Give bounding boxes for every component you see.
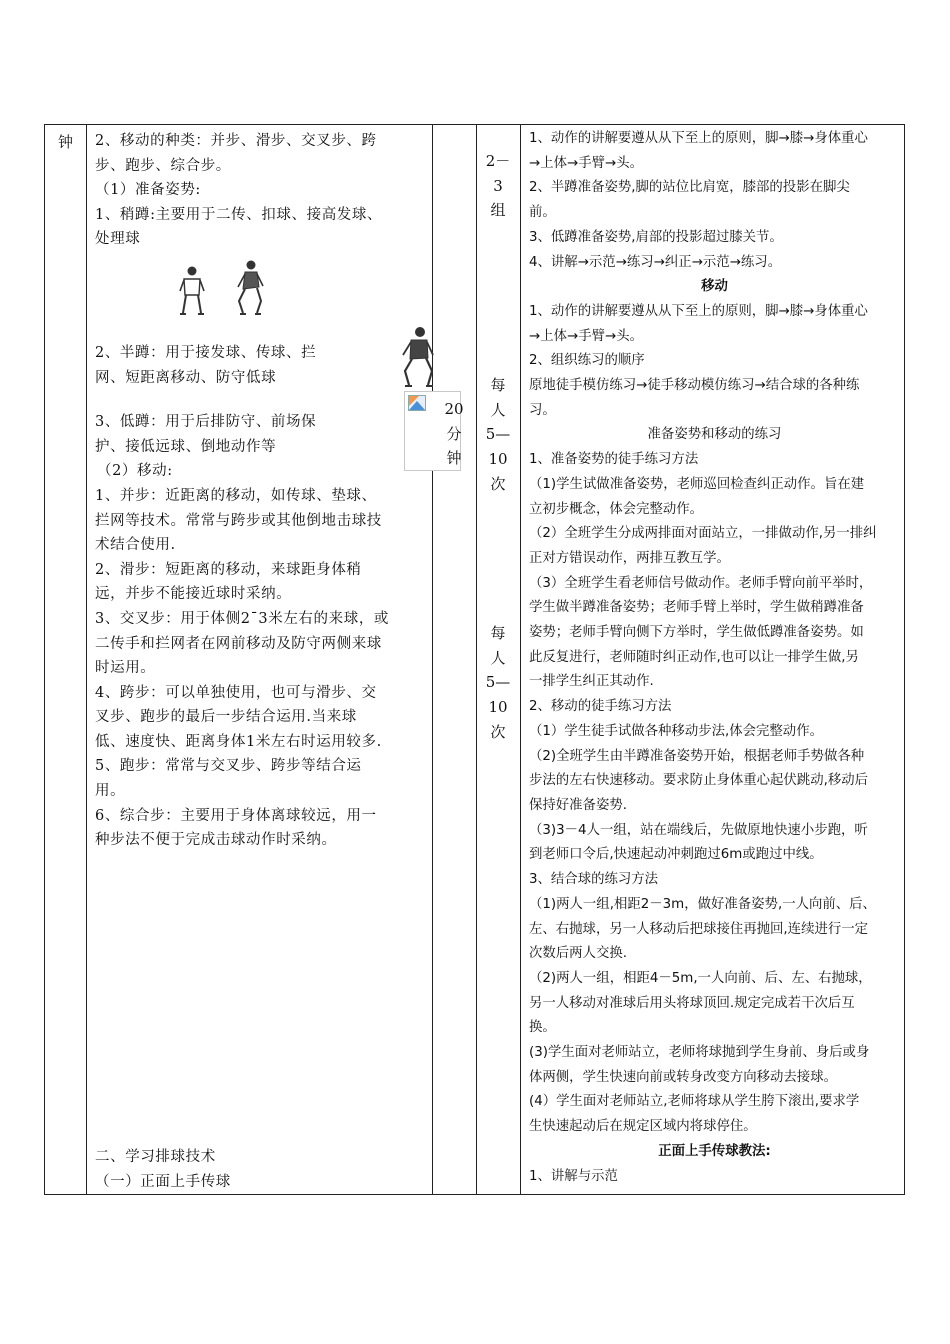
method-line: 3、低蹲准备姿势,肩部的投影超过膝关节。 bbox=[529, 229, 783, 245]
count-text: 10 bbox=[488, 450, 508, 469]
method-line: 1、准备姿势的徒手练习方法 bbox=[529, 452, 699, 468]
duration-unit: 分 bbox=[446, 424, 462, 443]
method-line: 2、半蹲准备姿势,脚的站位比肩宽，膝部的投影在脚尖 bbox=[529, 180, 850, 196]
method-line: →上体→手臂→头。 bbox=[529, 328, 644, 344]
player-figure-slight-squat bbox=[174, 265, 210, 317]
broken-image-icon bbox=[408, 395, 426, 411]
content-line: 2、半蹲：用于接发球、传球、拦 bbox=[95, 344, 317, 361]
method-line: 步法的左右快速移动。要求防止身体重心起伏跳动,移动后 bbox=[529, 773, 869, 789]
content-line: 拦网等技术。常常与跨步或其他倒地击球技 bbox=[95, 512, 382, 529]
method-heading-pass: 正面上手传球教法: bbox=[658, 1143, 771, 1159]
method-line: 1、动作的讲解要遵从从下至上的原则，脚→膝→身体重心 bbox=[529, 303, 868, 319]
method-line: 1、讲解与示范 bbox=[529, 1168, 618, 1184]
content-line: 用。 bbox=[95, 783, 126, 800]
count-text: 5— bbox=[485, 425, 511, 444]
method-heading-move: 移动 bbox=[701, 279, 728, 295]
player-figure-slight-squat-side bbox=[229, 259, 273, 317]
content-line: 远，并步不能接近球时采纳。 bbox=[95, 586, 292, 603]
time-label-column bbox=[45, 125, 86, 1194]
teaching-content-column bbox=[86, 125, 432, 1194]
method-line: 3、结合球的练习方法 bbox=[529, 872, 659, 888]
duration-column bbox=[432, 125, 476, 1194]
method-line: 到老师口令后,快速起动冲刺跑过6m或跑过中线。 bbox=[529, 847, 823, 863]
count-text: 人 bbox=[490, 400, 506, 419]
content-line: 6、综合步：主要用于身体离球较远，用一 bbox=[95, 807, 377, 824]
count-text: 次 bbox=[490, 722, 506, 741]
method-line: （2)全班学生由半蹲准备姿势开始，根据老师手势做各种 bbox=[529, 748, 865, 764]
time-unit-label: 钟 bbox=[57, 133, 73, 151]
content-line: （1）准备姿势: bbox=[95, 182, 201, 199]
method-line: 次数后两人交换. bbox=[529, 946, 627, 962]
method-line: 学生做半蹲准备姿势；老师手臂上举时，学生做稍蹲准备 bbox=[529, 600, 864, 616]
method-line: →上体→手臂→头。 bbox=[529, 155, 644, 171]
method-line: 生快速起动后在规定区域内将球停住。 bbox=[529, 1119, 757, 1135]
content-line: 叉步、跑步的最后一步结合运用.当来球 bbox=[95, 709, 357, 726]
content-line: 时运用。 bbox=[95, 660, 156, 677]
content-line: 1、并步：近距离的移动，如传球、垫球、 bbox=[95, 487, 377, 504]
teaching-method-column bbox=[520, 125, 906, 1194]
duration-unit: 钟 bbox=[446, 449, 462, 468]
count-text: 组 bbox=[490, 201, 506, 220]
content-line: 网、短距离移动、防守低球 bbox=[95, 369, 277, 386]
method-line: (3)学生面对老师站立，老师将球抛到学生身前、身后或身 bbox=[529, 1045, 870, 1061]
content-line: 3、低蹲：用于后排防守、前场保 bbox=[95, 414, 317, 431]
count-text: 3 bbox=[493, 176, 503, 195]
method-line: （3）全班学生看老师信号做动作。老师手臂向前平举时， bbox=[529, 575, 873, 591]
method-heading-practice: 准备姿势和移动的练习 bbox=[647, 427, 782, 443]
method-line: （1)两人一组,相距2－3m，做好准备姿势,一人向前、后、 bbox=[529, 896, 876, 912]
method-line: （3)3－4人一组，站在端线后，先做原地快速小步跑，听 bbox=[529, 822, 868, 838]
method-line: （2）全班学生分成两排面对面站立，一排做动作,另一排纠 bbox=[529, 526, 877, 542]
content-line: 二传手和拦网者在网前移动及防守两侧来球 bbox=[95, 635, 382, 652]
content-line: 2、滑步：短距离的移动，来球距身体稍 bbox=[95, 561, 362, 578]
method-line: 一排学生纠正其动作. bbox=[529, 674, 654, 690]
method-line: 4、讲解→示范→练习→纠正→示范→练习。 bbox=[529, 254, 782, 270]
count-text: 10 bbox=[488, 698, 508, 717]
content-line: 处理球 bbox=[95, 231, 141, 248]
method-line: 另一人移动对准球后用头将球顶回.规定完成若干次后互 bbox=[529, 995, 855, 1011]
count-text: 2－ bbox=[485, 152, 511, 170]
method-line: 立初步概念，体会完整动作。 bbox=[529, 501, 704, 517]
method-line: 原地徒手模仿练习→徒手移动模仿练习→结合球的各种练 bbox=[529, 378, 860, 394]
count-text: 每 bbox=[490, 376, 506, 394]
repetition-column bbox=[476, 125, 520, 1194]
method-line: （2)两人一组，相距4－5m,一人向前、后、左、右抛球， bbox=[529, 970, 872, 986]
method-line: 保持好准备姿势. bbox=[529, 797, 627, 813]
content-line: 术结合使用. bbox=[95, 537, 176, 554]
count-text: 每 bbox=[490, 624, 506, 642]
method-line: 换。 bbox=[529, 1020, 556, 1036]
content-line: 护、接低远球、倒地动作等 bbox=[95, 438, 277, 455]
method-line: 前。 bbox=[529, 205, 556, 221]
section-subheading: （一）正面上手传球 bbox=[95, 1174, 231, 1190]
method-line: 2、组织练习的顺序 bbox=[529, 353, 645, 369]
count-text: 人 bbox=[490, 648, 506, 667]
content-line: 2、移动的种类：并步、滑步、交叉步、跨 bbox=[95, 133, 377, 149]
method-line: 左、右抛球，另一人移动后把球接住再抛回,连续进行一定 bbox=[529, 921, 869, 937]
method-line: 2、移动的徒手练习方法 bbox=[529, 699, 672, 715]
lesson-table bbox=[44, 124, 905, 1195]
method-line: 此反复进行，老师随时纠正动作,也可以让一排学生做,另 bbox=[529, 649, 859, 665]
content-line: （2）移动: bbox=[97, 463, 173, 480]
method-line: 习。 bbox=[529, 402, 556, 418]
content-line: 1、稍蹲:主要用于二传、扣球、接高发球、 bbox=[95, 206, 383, 223]
method-line: 正对方错误动作，两排互教互学。 bbox=[529, 550, 730, 566]
content-line: 步、跑步、综合步。 bbox=[95, 157, 231, 174]
content-line: 3、交叉步：用于体侧2¯3米左右的来球，或 bbox=[95, 610, 390, 627]
method-line: (4）学生面对老师站立,老师将球从学生胯下滚出,要求学 bbox=[529, 1094, 860, 1110]
method-line: 姿势；老师手臂向侧下方举时，学生做低蹲准备姿势。如 bbox=[529, 625, 864, 641]
count-text: 5— bbox=[485, 673, 511, 692]
duration-value: 20 bbox=[444, 400, 464, 418]
method-line: 1、动作的讲解要遵从从下至上的原则，脚→膝→身体重心 bbox=[529, 131, 868, 146]
method-line: 体两侧，学生快速向前或转身改变方向移动去接球。 bbox=[529, 1069, 837, 1085]
method-line: （1）学生徒手试做各种移动步法,体会完整动作。 bbox=[529, 723, 823, 739]
section-heading: 二、学习排球技术 bbox=[95, 1149, 216, 1165]
count-text: 次 bbox=[490, 474, 506, 493]
content-line: 4、跨步：可以单独使用，也可与滑步、交 bbox=[95, 684, 377, 701]
content-line: 低、速度快、距离身体1米左右时运用较多. bbox=[95, 733, 382, 750]
content-line: 5、跑步：常常与交叉步、跨步等结合运 bbox=[95, 758, 362, 775]
content-line: 种步法不便于完成击球动作时采纳。 bbox=[95, 832, 337, 849]
method-line: （1)学生试做准备姿势，老师巡回检查纠正动作。旨在建 bbox=[529, 476, 865, 492]
